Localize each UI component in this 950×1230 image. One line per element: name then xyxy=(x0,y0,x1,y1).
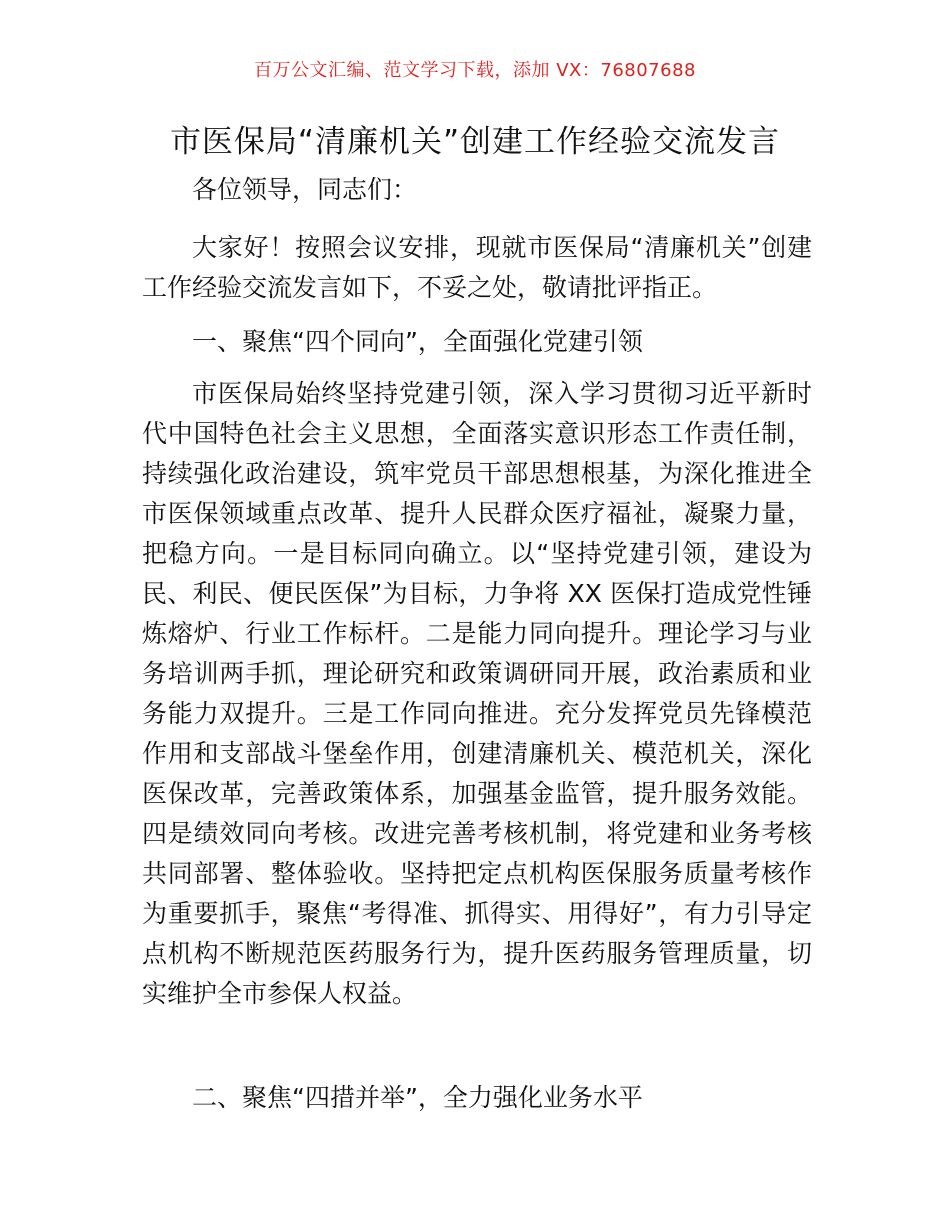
header-banner: 百万公文汇编、范文学习下载，添加 VX：76807688 xyxy=(254,60,696,81)
intro-paragraph: 大家好！按照会议安排，现就市医保局“清廉机关”创建工作经验交流发言如下，不妥之处，敬请批评指正。 xyxy=(142,233,812,302)
section-1-paragraph: 市医保局始终坚持党建引领，深入学习贯彻习近平新时代中国特色社会主义思想，全面落实意识形态工作责任制，持续强化政治建设，筑牢党员干部思想根基，为深化推进全市医保领域重点改革、提升人民群众医疗福祉，凝聚力量，把稳方向。一是目标同向确立。以“坚持党建引领，建设为民、利民、便民医保”为目标，力争将 XX 医保打造成党性锤炼熔炉、行业工作标杆。二是能力同向提升。理论学习与业务培训两手抓，理论研究和政策调研同开展，政治素质和业务能力双提升。三是工作同向推进。充分发挥党员先锋模范作用和支部战斗堡垒作用，创建清廉机关、模范机关，深化医保改革，完善政策体系，加强基金监管，提升服务效能。四是绩效同向考核。改进完善考核机制，将党建和业务考核共同部署、整体验收。坚持把定点机构医保服务质量考核作为重要抓手，聚焦“考得准、抓得实、用得好”，有力引导定点机构不断规范医药服务行为，提升医药服务管理质量，切实维护全市参保人权益。 xyxy=(142,379,812,1008)
document-title: 市医保局“清廉机关”创建工作经验交流发言 xyxy=(169,124,781,160)
section-1-heading-block xyxy=(142,322,812,362)
intro-block xyxy=(142,228,812,308)
section-1-heading: 一、聚焦“四个同向”，全面强化党建引领 xyxy=(192,327,643,356)
section-2-heading-block xyxy=(142,1078,812,1118)
section-1-body-block xyxy=(142,374,812,1014)
salutation-block xyxy=(142,170,812,210)
section-2-heading: 二、聚焦“四措并举”，全力强化业务水平 xyxy=(192,1083,643,1112)
salutation: 各位领导，同志们： xyxy=(192,175,418,204)
